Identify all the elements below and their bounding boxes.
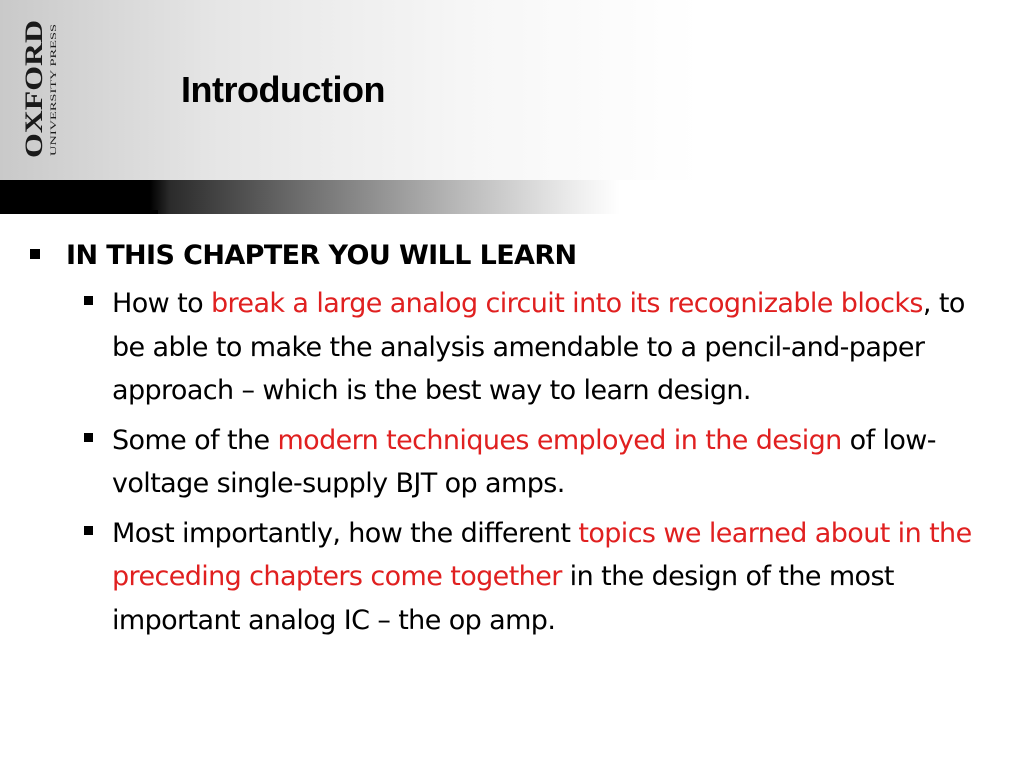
sub-bullet-3 xyxy=(110,512,992,643)
slide-content xyxy=(28,236,998,642)
bullet-3-text-a: Most importantly, how the different xyxy=(112,517,579,549)
bullet-3-text-b: in the design of the most important analog IC – the op amp. xyxy=(112,561,894,636)
sub-bullet-1 xyxy=(110,282,992,413)
bullet-1-text-b: , to be able to make the analysis amendable to a pencil-and-paper approach – which is the best way to learn design. xyxy=(112,288,965,406)
bullet-1-text-a: How to xyxy=(112,288,211,319)
bullet-2-text-a: Some of the xyxy=(112,424,278,456)
heading-text: IN THIS CHAPTER YOU WILL LEARN xyxy=(66,240,577,271)
header-divider-band xyxy=(0,180,1024,214)
bullet-1-highlight: break a large analog circuit into its recognizable blocks xyxy=(210,288,923,319)
square-bullet-icon xyxy=(84,526,93,535)
bullet-2-highlight: modern techniques employed in the design xyxy=(277,424,842,456)
square-bullet-icon xyxy=(84,296,93,305)
square-bullet-icon xyxy=(30,249,40,259)
bullet-heading xyxy=(28,236,998,276)
header-background xyxy=(0,0,1024,180)
sub-bullet-2 xyxy=(110,419,992,506)
square-bullet-icon xyxy=(84,433,93,442)
logo-name: OXFORD xyxy=(21,49,48,158)
band-notch xyxy=(150,210,158,214)
oxford-logo xyxy=(18,18,62,160)
slide-title: Introduction xyxy=(181,69,385,110)
bullet-2-text-b: of low-voltage single-supply BJT op amps. xyxy=(112,424,936,499)
logo-subtitle: UNIVERSITY PRESS xyxy=(48,78,58,156)
bullet-3-highlight: topics we learned about in the preceding chapters come together xyxy=(112,517,972,592)
